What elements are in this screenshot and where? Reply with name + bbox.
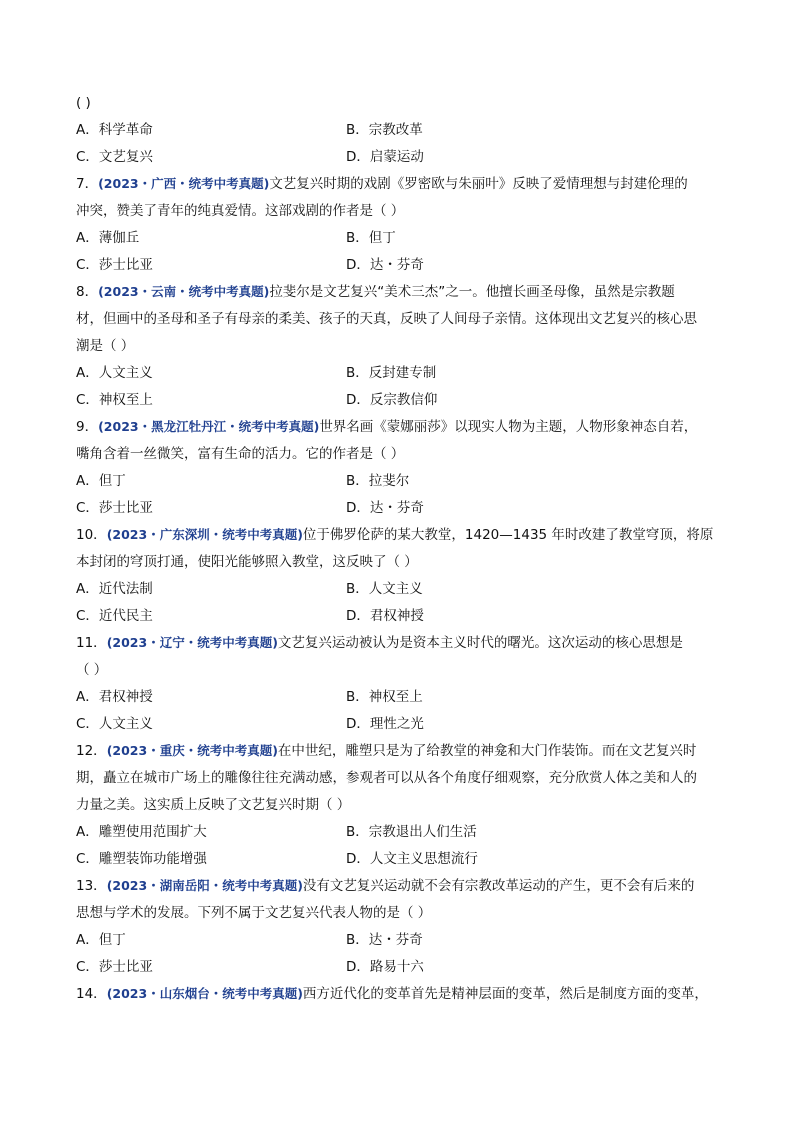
option-d: D．人文主义思想流行 [346, 851, 478, 867]
option-a: A．人文主义 [76, 365, 153, 381]
question-text: 本封闭的穹顶打通，使阳光能够照入教堂，这反映了（ ） [76, 554, 418, 570]
question-source: (2023・辽宁・统考中考真题) [106, 635, 278, 650]
option-a: A．薄伽丘 [76, 230, 140, 246]
question-text: 文艺复兴时期的戏剧《罗密欧与朱丽叶》反映了爱情理想与封建伦理的 [269, 176, 688, 192]
option-d: D．达・芬奇 [346, 257, 424, 273]
option-c: C．文艺复兴 [76, 149, 153, 165]
question-text: 没有文艺复兴运动就不会有宗教改革运动的产生，更不会有后来的 [302, 878, 695, 894]
question-9-stem [76, 418, 697, 436]
option-a: A．但丁 [76, 932, 126, 948]
question-text: 期，矗立在城市广场上的雕像往往充满动感，参观者可以从各个角度仔细观察，充分欣赏人体之美和人的 [76, 770, 697, 786]
question-text: 西方近代化的变革首先是精神层面的变革，然后是制度方面的变革， [302, 986, 708, 1002]
option-c: C．莎士比亚 [76, 257, 153, 273]
question-10-stem [76, 526, 713, 544]
option-b: B．人文主义 [346, 581, 423, 597]
option-d: D．达・芬奇 [346, 500, 424, 516]
question-text: 世界名画《蒙娜丽莎》以现实人物为主题，人物形象神态自若， [319, 419, 698, 435]
option-c: C．莎士比亚 [76, 959, 153, 975]
question-number: 12． [76, 743, 107, 759]
question-text: 思想与学术的发展。下列不属于文艺复兴代表人物的是（ ） [76, 905, 432, 921]
option-b: B．宗教退出人们生活 [346, 824, 477, 840]
question-12-stem [76, 742, 696, 760]
option-c: C．莎士比亚 [76, 500, 153, 516]
option-b: B．神权至上 [346, 689, 423, 705]
option-d: D．启蒙运动 [346, 149, 424, 165]
option-a: A．但丁 [76, 473, 126, 489]
question-text: 力量之美。这实质上反映了文艺复兴时期（ ） [76, 797, 351, 813]
question-source: (2023・山东烟台・统考中考真题) [106, 986, 303, 1001]
question-source: (2023・黑龙江牡丹江・统考中考真题) [98, 419, 320, 434]
option-d: D．理性之光 [346, 716, 424, 732]
option-c: C．雕塑装饰功能增强 [76, 851, 207, 867]
question-source: (2023・重庆・统考中考真题) [106, 743, 278, 758]
question-source: (2023・广东深圳・统考中考真题) [106, 527, 303, 542]
question-text: 文艺复兴运动被认为是资本主义时代的曙光。这次运动的核心思想是 [277, 635, 683, 651]
option-b: B．达・芬奇 [346, 932, 423, 948]
question-text: 冲突，赞美了青年的纯真爱情。这部戏剧的作者是（ ） [76, 203, 405, 219]
question-number: 13． [76, 878, 107, 894]
question-14-stem [76, 985, 708, 1003]
question-source: (2023・云南・统考中考真题) [98, 284, 270, 299]
question-number: 8． [76, 284, 99, 300]
question-text: （ ） [76, 662, 108, 678]
question-8-stem [76, 283, 675, 301]
question-text: 嘴角含着一丝微笑，富有生命的活力。它的作者是（ ） [76, 446, 405, 462]
question-number: 11． [76, 635, 107, 651]
option-d: D．君权神授 [346, 608, 424, 624]
option-d: D．路易十六 [346, 959, 424, 975]
question-source: (2023・广西・统考中考真题) [98, 176, 270, 191]
option-b: B．但丁 [346, 230, 396, 246]
question-text: 位于佛罗伦萨的某大教堂，1420—1435 年时改建了教堂穹顶，将原 [302, 527, 714, 543]
option-a: A．近代法制 [76, 581, 153, 597]
question-text: 在中世纪，雕塑只是为了给教堂的神龛和大门作装饰。而在文艺复兴时 [277, 743, 697, 759]
option-a: A．雕塑使用范围扩大 [76, 824, 207, 840]
option-c: C．神权至上 [76, 392, 153, 408]
question-11-stem [76, 634, 683, 652]
question-13-stem [76, 877, 694, 895]
option-c: C．人文主义 [76, 716, 153, 732]
option-d: D．反宗教信仰 [346, 392, 438, 408]
question-number: 9． [76, 419, 99, 435]
question-text: 材，但画中的圣母和圣子有母亲的柔美、孩子的天真，反映了人间母子亲情。这体现出文艺复兴的核心思 [76, 311, 697, 327]
option-b: B．拉斐尔 [346, 473, 410, 489]
option-b: B．反封建专制 [346, 365, 437, 381]
answer-paren: ( ) [76, 95, 91, 111]
question-7-stem [76, 175, 688, 193]
option-a: A．君权神授 [76, 689, 153, 705]
question-number: 7． [76, 176, 99, 192]
option-b: B．宗教改革 [346, 122, 423, 138]
question-number: 14． [76, 986, 107, 1002]
question-text: 潮是（ ） [76, 338, 135, 354]
question-source: (2023・湖南岳阳・统考中考真题) [106, 878, 303, 893]
question-text: 拉斐尔是文艺复兴“美术三杰”之一。他擅长画圣母像，虽然是宗教题 [269, 284, 675, 300]
question-number: 10． [76, 527, 107, 543]
option-a: A．科学革命 [76, 122, 153, 138]
option-c: C．近代民主 [76, 608, 153, 624]
